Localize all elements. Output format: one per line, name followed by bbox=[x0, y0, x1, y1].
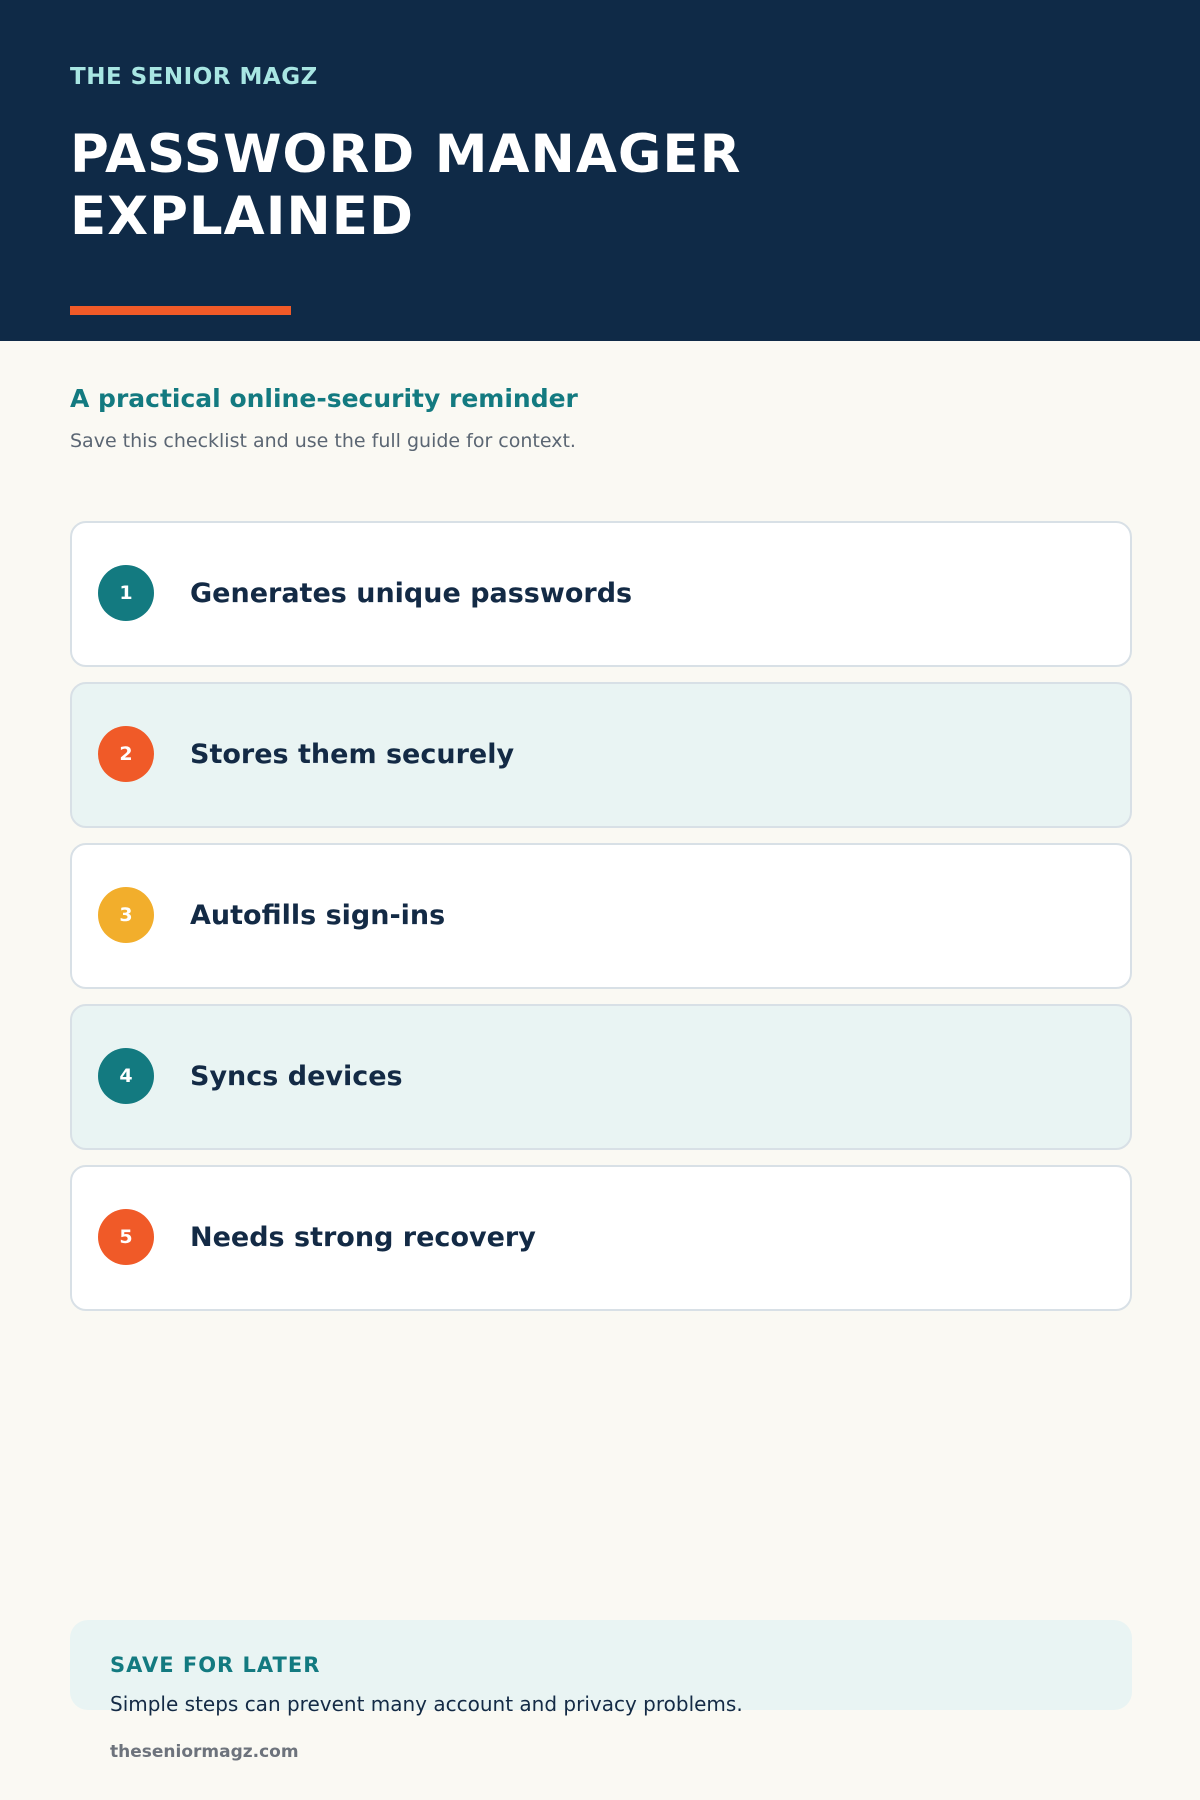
step-number-badge: 2 bbox=[98, 726, 154, 782]
checklist-item bbox=[70, 521, 1132, 667]
checklist-item bbox=[70, 682, 1132, 828]
save-for-later-text: Simple steps can prevent many account and privacy problems. bbox=[110, 1692, 743, 1716]
step-number-badge: 4 bbox=[98, 1048, 154, 1104]
page-title: PASSWORD MANAGER EXPLAINED bbox=[70, 124, 742, 247]
checklist-item bbox=[70, 1165, 1132, 1311]
checklist-item bbox=[70, 1004, 1132, 1150]
checklist-item-label: Syncs devices bbox=[190, 1061, 403, 1092]
checklist-item-label: Autofills sign-ins bbox=[190, 900, 446, 931]
intro-text: Save this checklist and use the full guide for context. bbox=[70, 430, 576, 452]
step-number-badge: 5 bbox=[98, 1209, 154, 1265]
title-accent-bar bbox=[70, 306, 291, 315]
save-for-later-heading: SAVE FOR LATER bbox=[110, 1653, 321, 1677]
checklist-item-label: Generates unique passwords bbox=[190, 578, 633, 609]
checklist-item-label: Stores them securely bbox=[190, 739, 515, 770]
checklist-item-label: Needs strong recovery bbox=[190, 1222, 536, 1253]
website-url: theseniormagz.com bbox=[110, 1742, 299, 1762]
brand-name: THE SENIOR MAGZ bbox=[70, 64, 318, 90]
step-number-badge: 1 bbox=[98, 565, 154, 621]
header-banner bbox=[0, 0, 1200, 341]
checklist-item bbox=[70, 843, 1132, 989]
section-subtitle: A practical online-security reminder bbox=[70, 384, 578, 413]
step-number-badge: 3 bbox=[98, 887, 154, 943]
